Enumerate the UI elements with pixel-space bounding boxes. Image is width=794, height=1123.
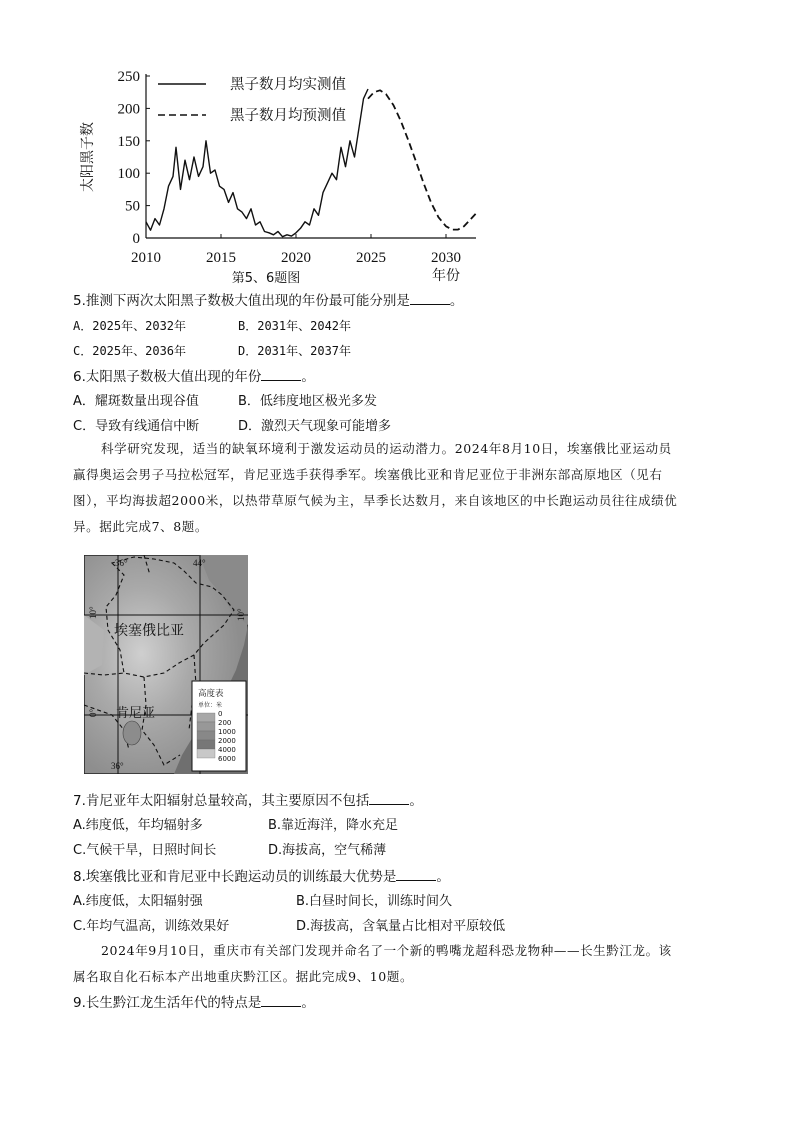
series-line-2 [368, 90, 476, 229]
answer-blank [396, 868, 436, 881]
sunspot-chart [70, 64, 490, 286]
question-7-option-d: D.海拔高，空气稀薄 [268, 843, 387, 858]
legend-label-2: 黑子数月均预测值 [230, 108, 346, 124]
map-label-lat3: 0° [88, 708, 98, 717]
question-6-option-b: B．低纬度地区极光多发 [238, 394, 377, 409]
passage-7-8 [73, 436, 733, 540]
map-label-lat1: 10° [88, 606, 98, 619]
x-axis-label: 年份 [432, 268, 460, 284]
question-5-option-d: D．2031年、2037年 [238, 344, 352, 358]
question-8-option-b: B.白昼时间长，训练时间久 [296, 894, 453, 909]
passage-line: 异。据此完成7、8题。 [73, 519, 209, 534]
passage-line: 图），平均海拔超2000米，以热带草原气候为主，旱季长达数月，来自该地区的中长跑运动员往往成绩优 [73, 493, 678, 508]
answer-blank [261, 368, 301, 381]
question-6-stem: 6.太阳黑子数极大值出现的年份 。 [73, 369, 315, 385]
passage-line: 2024年9月10日，重庆市有关部门发现并命名了一个新的鸭嘴龙超科恐龙物种——长生黔江龙。该 [101, 943, 672, 958]
passage-line: 赢得奥运会男子马拉松冠军，肯尼亚选手获得季军。埃塞俄比亚和肯尼亚位于非洲东部高原地区（见右 [73, 467, 663, 482]
question-7-stem: 7.肯尼亚年太阳辐射总量较高，其主要原因不包括 。 [73, 793, 423, 809]
map-label-lat2: 10° [236, 608, 246, 621]
y-tick-label: 200 [117, 101, 140, 118]
question-7-option-a: A.纬度低，年均辐射多 [73, 818, 203, 833]
y-tick-label: 50 [125, 198, 140, 215]
passage-line: 科学研究发现，适当的缺氧环境利于激发运动员的运动潜力。2024年8月10日，埃塞俄比亚运动员 [101, 441, 672, 456]
answer-blank [410, 292, 450, 305]
passage-line: 属名取自化石标本产出地重庆黔江区。据此完成9、10题。 [73, 969, 414, 984]
question-7-option-c: C.气候干旱，日照时间长 [73, 843, 217, 858]
question-6-option-c: C．导致有线通信中断 [73, 419, 200, 434]
legend-value: 1000 [218, 728, 236, 736]
legend-swatch [197, 749, 215, 758]
question-8-option-d: D.海拔高，含氧量占比相对平原较低 [296, 919, 506, 934]
map-label-kenya: 肯尼亚 [116, 706, 156, 721]
passage-9-10 [73, 938, 733, 990]
question-5-stem: 5.推测下两次太阳黑子数极大值出现的年份最可能分别是 。 [73, 293, 464, 309]
question-5-option-a: A．2025年、2032年 [73, 319, 187, 333]
x-tick-label: 2030 [431, 250, 461, 266]
answer-blank [261, 994, 301, 1007]
east-africa-map [84, 555, 248, 774]
question-6-option-a: A．耀斑数量出现谷值 [73, 394, 199, 409]
sunspot-chart-svg [70, 64, 490, 286]
lake-turkana [123, 721, 141, 745]
elevation-legend [192, 681, 246, 771]
y-tick-label: 150 [117, 133, 140, 150]
y-axis-label: 太阳黑子数 [80, 122, 96, 192]
x-tick-label: 2025 [356, 250, 386, 266]
question-8-stem: 8.埃塞俄比亚和肯尼亚中长跑运动员的训练最大优势是 。 [73, 869, 450, 885]
legend-title: 高度表 [198, 689, 224, 699]
chart-caption: 第5、6题图 [231, 271, 301, 286]
y-tick-label: 0 [132, 231, 140, 247]
x-tick-label: 2015 [206, 250, 236, 266]
legend-swatch [197, 740, 215, 749]
map-label-ethiopia: 埃塞俄比亚 [114, 623, 184, 639]
legend-swatch [197, 722, 215, 731]
question-5-option-c: C．2025年、2036年 [73, 344, 187, 358]
y-tick-label: 100 [117, 166, 140, 183]
legend-value: 200 [218, 719, 232, 727]
map-label-lon2: 44° [193, 558, 206, 568]
question-7-option-b: B.靠近海洋，降水充足 [268, 818, 399, 833]
east-africa-map-svg [84, 555, 248, 774]
legend-label-1: 黑子数月均实测值 [230, 77, 346, 93]
legend-swatch [197, 713, 215, 722]
legend-value: 6000 [218, 755, 236, 763]
question-9-stem: 9.长生黔江龙生活年代的特点是 。 [73, 995, 315, 1011]
x-tick-label: 2020 [281, 250, 311, 266]
legend-swatch [197, 731, 215, 740]
legend-value: 0 [218, 710, 223, 718]
x-tick-label: 2010 [131, 250, 161, 266]
y-tick-label: 250 [117, 69, 140, 85]
map-label-lon3: 36° [111, 761, 124, 771]
legend-value: 2000 [218, 737, 236, 745]
question-6-option-d: D．激烈天气现象可能增多 [238, 419, 392, 434]
question-5-option-b: B．2031年、2042年 [238, 319, 352, 333]
question-8-option-a: A.纬度低，太阳辐射强 [73, 894, 203, 909]
legend-unit: 单位：米 [198, 702, 223, 709]
answer-blank [369, 792, 409, 805]
map-label-lon1: 36° [115, 558, 128, 568]
question-8-option-c: C.年均气温高，训练效果好 [73, 919, 230, 934]
legend-value: 4000 [218, 746, 236, 754]
